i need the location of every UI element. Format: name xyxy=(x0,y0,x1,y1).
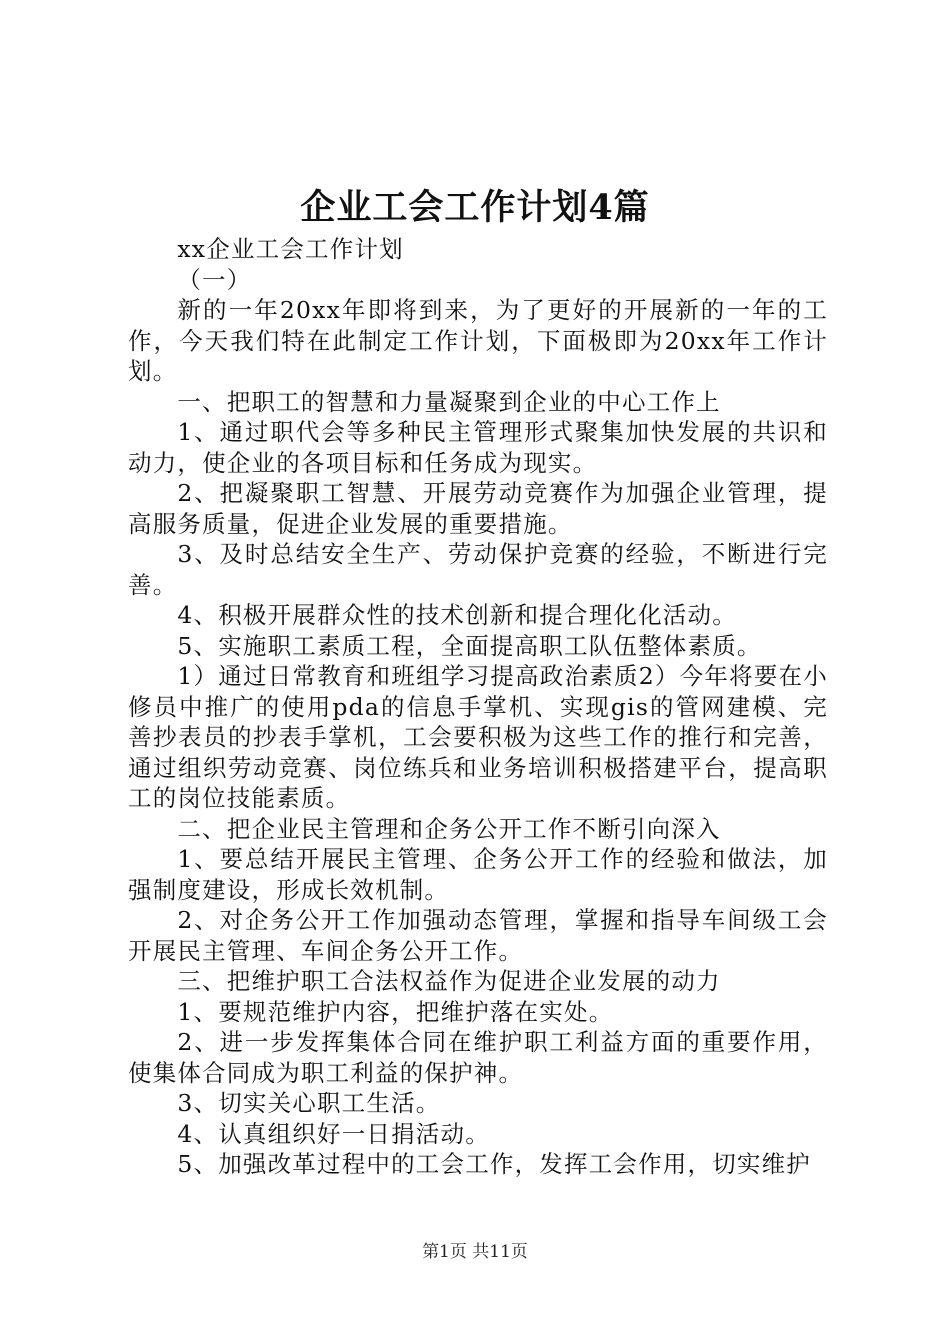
document-body xyxy=(128,234,828,1180)
paragraph: （一） xyxy=(177,265,252,294)
paragraph: 二、把企业民主管理和企务公开工作不断引向深入 xyxy=(177,814,721,843)
paragraph: 4、认真组织好一日捐活动。 xyxy=(177,1119,490,1148)
paragraph: 2、进一步发挥集体合同在维护职工利益方面的重要作用，使集体合同成为职工利益的保护神。 xyxy=(128,1028,828,1087)
paragraph: 5、实施职工素质工程，全面提高职工队伍整体素质。 xyxy=(177,631,762,660)
document-title: 企业工会工作计划4篇 xyxy=(300,187,650,228)
page-footer: 第1页 共11页 xyxy=(422,1242,528,1262)
paragraph: 5、加强改革过程中的工会工作，发挥工会作用，切实维护 xyxy=(177,1150,811,1178)
paragraph: 1、通过职代会等多种民主管理形式聚集加快发展的共识和动力，使企业的各项目标和任务成为现实。 xyxy=(128,418,828,477)
paragraph: 2、把凝聚职工智慧、开展劳动竞赛作为加强企业管理，提高服务质量，促进企业发展的重要措施。 xyxy=(128,479,828,538)
paragraph: 三、把维护职工合法权益作为促进企业发展的动力 xyxy=(177,967,721,995)
paragraph: 1、要总结开展民主管理、企务公开工作的经验和做法，加强制度建设，形成长效机制。 xyxy=(128,845,828,904)
paragraph: 1、要规范维护内容，把维护落在实处。 xyxy=(177,997,614,1026)
paragraph: 2、对企务公开工作加强动态管理，掌握和指导车间级工会开展民主管理、车间企务公开工作。 xyxy=(128,906,828,965)
paragraph: 1）通过日常教育和班组学习提高政治素质2）今年将要在小修员中推广的使用pda的信息手掌机、实现gis的管网建模、完善抄表员的抄表手掌机，工会要积极为这些工作的推行和完善，通过组织劳动竞赛、岗位练兵和业务培训积极搭建平台，提高职工的岗位技能素质。 xyxy=(128,662,828,812)
paragraph: 4、积极开展群众性的技术创新和提合理化化活动。 xyxy=(177,601,737,629)
paragraph: 一、把职工的智慧和力量凝聚到企业的中心工作上 xyxy=(177,387,721,416)
paragraph: 3、切实关心职工生活。 xyxy=(177,1089,441,1117)
paragraph: 新的一年20xx年即将到来，为了更好的开展新的一年的工作，今天我们特在此制定工作计划，下面极即为20xx年工作计划。 xyxy=(128,296,828,385)
paragraph: xx企业工会工作计划 xyxy=(177,235,404,263)
paragraph: 3、及时总结安全生产、劳动保护竞赛的经验，不断进行完善。 xyxy=(128,540,828,599)
